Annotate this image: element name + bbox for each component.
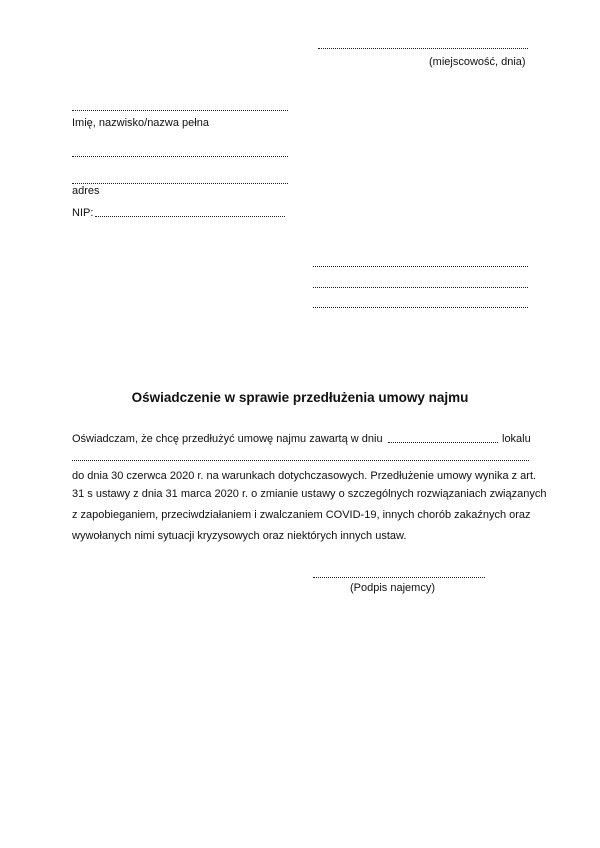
statement-line-4: 31 s ustawy z dnia 31 marca 2020 r. o zmianie ustawy o szczególnych rozwiązaniach związanych xyxy=(72,488,547,500)
nip-label: NIP: xyxy=(72,207,94,219)
recipient-line-3 xyxy=(313,307,528,308)
address-line-1 xyxy=(72,156,288,157)
statement-line-6: wywołanych nimi sytuacji kryzysowych oraz niektórych innych ustaw. xyxy=(72,530,407,542)
statement-line-5: z zapobieganiem, przeciwdziałaniem i zwalczaniem COVID-19, innych chorób zakaźnych oraz xyxy=(72,509,531,521)
recipient-line-2 xyxy=(313,287,528,288)
statement-line-1-start: Oświadczam, że chcę przedłużyć umowę najmu zawartą w dniu xyxy=(72,433,383,445)
place-date-line xyxy=(318,48,528,49)
name-line xyxy=(72,110,288,111)
name-label: Imię, nazwisko/nazwa pełna xyxy=(72,117,209,129)
document-title: Oświadczenie w sprawie przedłużenia umowy najmu xyxy=(131,390,469,405)
nip-line xyxy=(95,216,285,217)
place-date-label: (miejscowość, dnia) xyxy=(429,56,526,68)
address-line-2 xyxy=(72,183,288,184)
contract-date-blank xyxy=(388,442,498,443)
signature-label: (Podpis najemcy) xyxy=(350,582,435,594)
address-label: adres xyxy=(72,185,100,197)
statement-line-1-end: lokalu xyxy=(502,433,531,445)
signature-line xyxy=(313,577,485,578)
statement-line-3: do dnia 30 czerwca 2020 r. na warunkach dotychczasowych. Przedłużenie umowy wynika z art. xyxy=(72,470,537,482)
premises-address-blank xyxy=(72,460,529,461)
recipient-line-1 xyxy=(313,266,528,267)
